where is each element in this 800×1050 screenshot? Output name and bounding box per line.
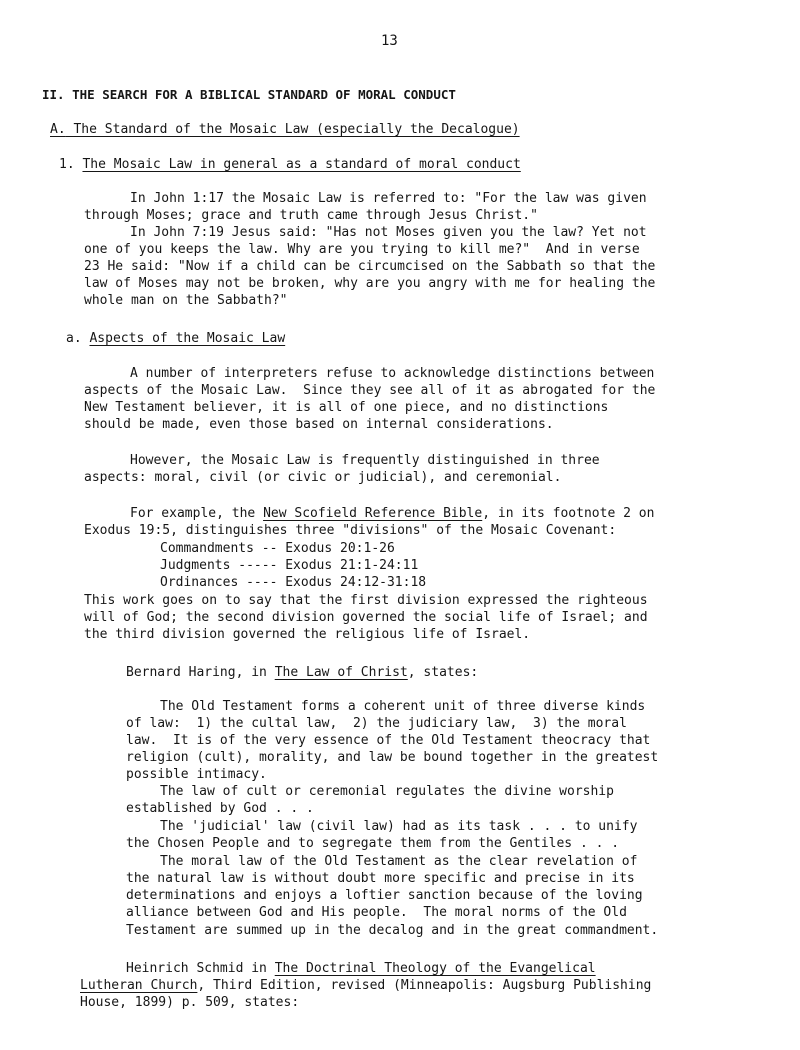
text-line: law of Moses may not be broken, why are you angry with me for healing the (84, 276, 656, 291)
quote-line: determinations and enjoys a loftier sanction because of the loving (126, 888, 643, 903)
quote-line: the Chosen People and to segregate them from the Gentiles . . . (126, 836, 620, 851)
text-line: should be made, even those based on internal considerations. (84, 417, 554, 432)
text-line: will of God; the second division governed the social life of Israel; and (84, 610, 648, 625)
division-item: Judgments ----- Exodus 21:1-24:11 (160, 558, 419, 573)
text-fragment: , Third Edition, revised (Minneapolis: Augsburg Publishing (197, 978, 652, 993)
subsection-a-heading (50, 121, 520, 138)
subsection-1-title: The Mosaic Law in general as a standard of moral conduct (82, 157, 521, 172)
text-fragment: , states: (407, 665, 479, 680)
quote-line: the natural law is without doubt more specific and precise in its (126, 871, 635, 886)
quote-line: The 'judicial' law (civil law) had as its task . . . to unify (160, 819, 638, 834)
text-line: In John 7:19 Jesus said: "Has not Moses given you the law? Yet not (130, 225, 647, 240)
subsection-a-small-title: Aspects of the Mosaic Law (89, 331, 286, 346)
book-title: The Law of Christ (274, 665, 408, 680)
subsection-a-small-label: a. (66, 331, 82, 346)
quote-line: The moral law of the Old Testament as the clear revelation of (160, 854, 638, 869)
subsection-1-heading (59, 156, 521, 173)
text-fragment: For example, the (130, 506, 264, 521)
text-line: House, 1899) p. 509, states: (80, 995, 300, 1010)
text-line: whole man on the Sabbath?" (84, 293, 288, 308)
text-line: through Moses; grace and truth came through Jesus Christ." (84, 208, 538, 223)
text-line: Exodus 19:5, distinguishes three "divisions" of the Mosaic Covenant: (84, 523, 617, 538)
text-fragment: Bernard Haring, in (126, 665, 275, 680)
quote-line: alliance between God and His people. The moral norms of the Old (126, 905, 627, 920)
subsection-a-title: The Standard of the Mosaic Law (especially the Decalogue) (73, 122, 520, 137)
page-number: 13 (381, 33, 398, 49)
book-title-continued: Lutheran Church (80, 978, 198, 993)
text-line: In John 1:17 the Mosaic Law is referred to: "For the law was given (130, 191, 647, 206)
text-line: A number of interpreters refuse to acknowledge distinctions between (130, 366, 655, 381)
text-line: one of you keeps the law. Why are you trying to kill me?" And in verse (84, 242, 640, 257)
text-line: However, the Mosaic Law is frequently distinguished in three (130, 453, 600, 468)
subsection-a-label: A. (50, 122, 66, 137)
text-line (80, 977, 651, 994)
quote-line: The law of cult or ceremonial regulates the divine worship (160, 784, 614, 799)
subsection-1-label: 1. (59, 157, 75, 172)
quote-line: of law: 1) the cultal law, 2) the judiciary law, 3) the moral (126, 716, 627, 731)
division-item: Commandments -- Exodus 20:1-26 (160, 541, 395, 556)
quote-line: established by God . . . (126, 801, 314, 816)
section-heading: II. THE SEARCH FOR A BIBLICAL STANDARD OF MORAL CONDUCT (42, 87, 456, 102)
text-line (126, 960, 596, 977)
text-line: This work goes on to say that the first division expressed the righteous (84, 593, 648, 608)
quote-line: possible intimacy. (126, 767, 267, 782)
quote-line: law. It is of the very essence of the Old Testament theocracy that (126, 733, 651, 748)
text-line: aspects: moral, civil (or civic or judicial), and ceremonial. (84, 470, 562, 485)
text-line: aspects of the Mosaic Law. Since they see all of it as abrogated for the (84, 383, 656, 398)
paragraph-haring (126, 664, 478, 681)
text-line: 23 He said: "Now if a child can be circumcised on the Sabbath so that the (84, 259, 656, 274)
quote-line: religion (cult), morality, and law be bound together in the greatest (126, 750, 659, 765)
text-line (130, 505, 654, 522)
quote-line: Testament are summed up in the decalog and in the great commandment. (126, 923, 659, 938)
text-fragment: Heinrich Schmid in (126, 961, 275, 976)
division-item: Ordinances ---- Exodus 24:12-31:18 (160, 575, 427, 590)
text-line: New Testament believer, it is all of one piece, and no distinctions (84, 400, 609, 415)
subsection-a-small-heading (66, 330, 285, 347)
book-title: The Doctrinal Theology of the Evangelical (274, 961, 596, 976)
book-title: New Scofield Reference Bible (263, 506, 483, 521)
text-fragment: , in its footnote 2 on (482, 506, 655, 521)
quote-line: The Old Testament forms a coherent unit of three diverse kinds (160, 699, 646, 714)
text-line: the third division governed the religious life of Israel. (84, 627, 531, 642)
